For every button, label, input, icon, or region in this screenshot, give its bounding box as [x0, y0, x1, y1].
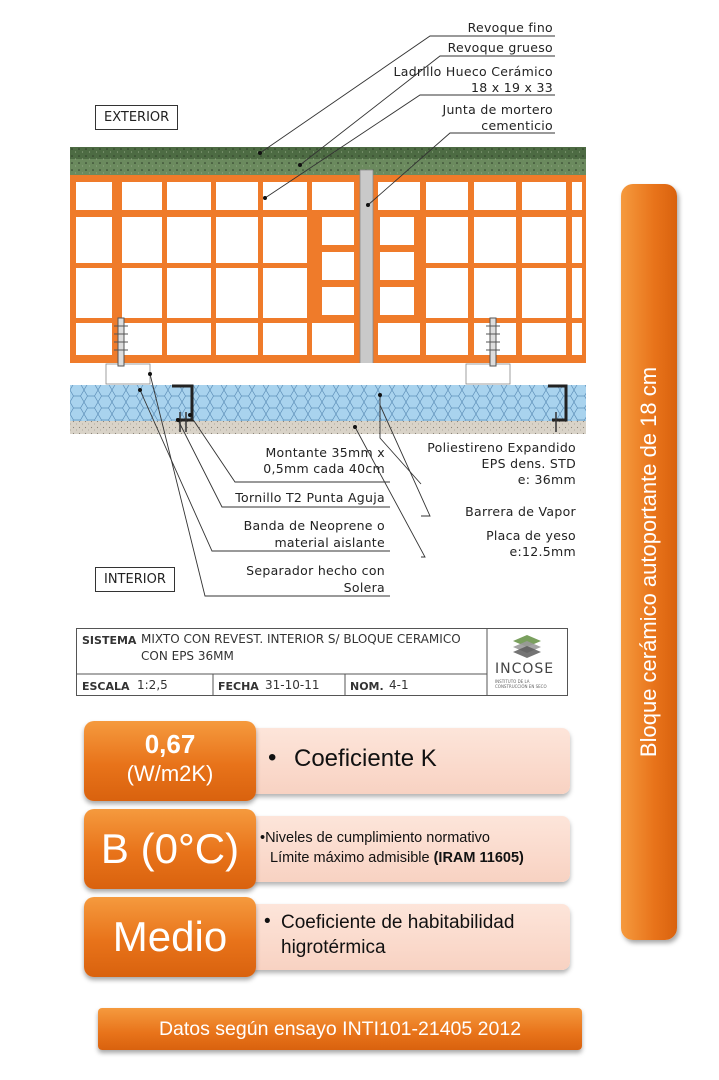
label-junta-2: cementicio: [481, 118, 553, 133]
brick-hole: [378, 182, 420, 210]
label-ladrillo: Ladrillo Hueco Cerámico: [393, 64, 553, 79]
separador-right: [466, 364, 510, 384]
title-block: [76, 628, 568, 696]
brick-hole: [474, 217, 516, 263]
b-desc-1: Niveles de cumplimiento normativo: [265, 830, 490, 846]
brick-hole: [572, 182, 582, 210]
m-description-panel: [248, 904, 570, 970]
sistema-line1: MIXTO CON REVEST. INTERIOR S/ BLOQUE CERAMICO: [141, 632, 461, 646]
label-poliestireno-2: EPS dens. STD: [481, 456, 576, 471]
brick-hole: [322, 217, 354, 245]
label-barrera: Barrera de Vapor: [465, 504, 576, 519]
brick-hole: [522, 217, 566, 263]
k-unit: (W/m2K): [126, 761, 214, 786]
b-bullet: •: [260, 830, 266, 846]
label-montante: Montante 35mm x: [265, 445, 385, 460]
brick-hole: [122, 217, 162, 263]
brick-hole: [474, 268, 516, 318]
b-description-panel: [248, 816, 570, 882]
brick-hole: [322, 252, 354, 280]
brick-hole: [216, 182, 258, 210]
brick-hole: [322, 287, 354, 315]
brick-hole: [572, 268, 582, 318]
brick-hole: [378, 323, 420, 355]
label-ladrillo-size: 18 x 19 x 33: [470, 80, 553, 95]
b-description-line1: [260, 830, 490, 846]
k-bullet: •: [268, 744, 277, 771]
brick-hole: [312, 323, 354, 355]
brick-hole: [76, 182, 112, 210]
escala-key: ESCALA: [82, 680, 130, 693]
sistema-line2: CON EPS 36MM: [141, 649, 234, 663]
brick-hole: [76, 217, 112, 263]
sistema-key: SISTEMA: [82, 634, 137, 647]
b-desc-bold: (IRAM 11605): [433, 850, 524, 866]
k-value-box: [84, 721, 256, 801]
exterior-label: EXTERIOR: [95, 105, 178, 130]
brick-hole: [122, 268, 162, 318]
k-description: Coeficiente K: [294, 745, 437, 772]
m-bullet: •: [264, 911, 271, 932]
brick-hole: [76, 268, 112, 318]
brick-hole: [76, 323, 112, 355]
label-poliestireno-3: e: 36mm: [517, 472, 576, 487]
logo-subtext: INSTITUTO DE LA CONSTRUCCIÓN EN SECO: [495, 679, 547, 689]
separador-left: [106, 364, 150, 384]
label-revoque-fino: Revoque fino: [467, 20, 553, 35]
m-value: Medio: [112, 913, 228, 960]
fecha-key: FECHA: [218, 680, 259, 693]
label-separador: Separador hecho con: [246, 563, 385, 578]
brick-hole: [167, 323, 211, 355]
fecha-value: 31-10-11: [265, 678, 320, 692]
label-banda-2: material aislante: [274, 535, 385, 550]
m-description-line1: Coeficiente de habitabilidad: [281, 912, 515, 933]
label-montante-2: 0,5mm cada 40cm: [263, 461, 385, 476]
brick-hole: [380, 217, 414, 245]
brick-hole: [167, 268, 211, 318]
vertical-title: Bloque cerámico autoportante de 18 cm: [636, 366, 661, 758]
brick-hole: [216, 268, 258, 318]
incose-logo-icon: [509, 633, 545, 659]
k-value: 0,67: [144, 729, 196, 759]
brick-hole: [426, 182, 468, 210]
k-description-panel: [248, 728, 570, 794]
label-placa-2: e:12.5mm: [509, 544, 576, 559]
brick-hole: [380, 252, 414, 280]
brick-hole: [522, 323, 566, 355]
brick-hole: [380, 287, 414, 315]
brick-hole: [122, 182, 162, 210]
brick-hole: [522, 268, 566, 318]
label-revoque-grueso: Revoque grueso: [447, 40, 553, 55]
m-description-line2: higrotérmica: [281, 937, 386, 958]
brick-hole: [572, 323, 582, 355]
brick-hole: [572, 217, 582, 263]
brick-hole: [426, 323, 468, 355]
label-placa: Placa de yeso: [486, 528, 576, 543]
brick-hole: [263, 323, 307, 355]
b-value: B (0°C): [100, 825, 240, 872]
b-desc-2: Límite máximo admisible: [270, 850, 430, 866]
label-poliestireno: Poliestireno Expandido: [427, 440, 576, 455]
b-description-line2: [270, 850, 524, 866]
brick-hole: [474, 182, 516, 210]
brick-hole: [426, 268, 468, 318]
nom-key: NOM.: [350, 680, 384, 693]
logo-text: INCOSE: [495, 661, 555, 677]
footer-banner: Datos según ensayo INTI101-21405 2012: [98, 1008, 582, 1050]
interior-label: INTERIOR: [95, 567, 175, 592]
b-value-box: [84, 809, 256, 889]
brick-hole: [522, 182, 566, 210]
brick-hole: [263, 217, 307, 263]
label-junta: Junta de mortero: [442, 102, 553, 117]
brick-cells: [76, 182, 582, 355]
mortar-joint: [360, 170, 373, 364]
brick-hole: [216, 217, 258, 263]
label-separador-2: Solera: [343, 580, 385, 595]
escala-value: 1:2,5: [137, 678, 168, 692]
brick-hole: [216, 323, 258, 355]
brick-hole: [312, 182, 354, 210]
brick-hole: [426, 217, 468, 263]
m-value-box: [84, 897, 256, 977]
nom-value: 4-1: [389, 678, 409, 692]
label-tornillo: Tornillo T2 Punta Aguja: [235, 490, 385, 505]
brick-hole: [263, 182, 307, 210]
brick-hole: [167, 217, 211, 263]
label-banda: Banda de Neoprene o: [243, 518, 385, 533]
brick-hole: [263, 268, 307, 318]
brick-hole: [167, 182, 211, 210]
